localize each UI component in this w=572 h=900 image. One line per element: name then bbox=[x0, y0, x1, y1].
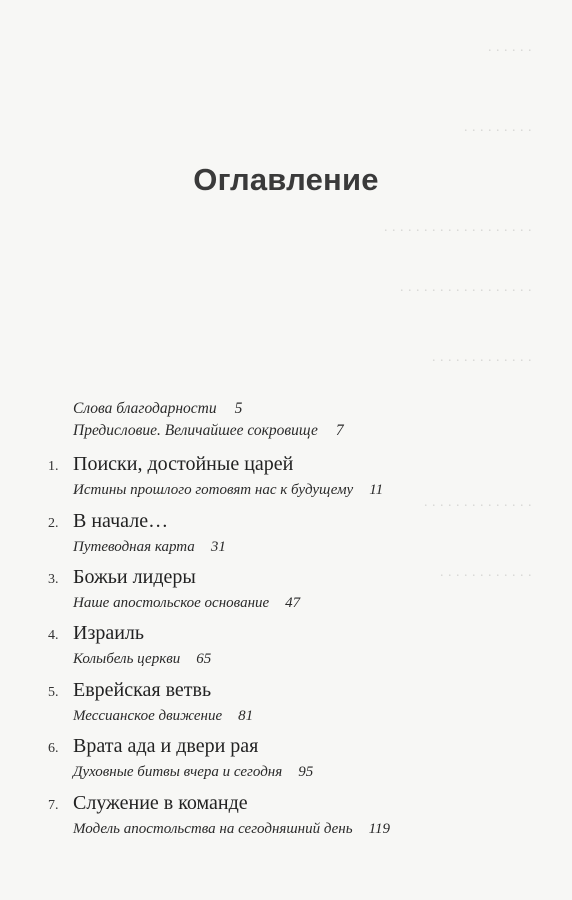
chapter-subtitle: Путеводная карта bbox=[73, 539, 195, 555]
front-item-page: 7 bbox=[335, 422, 344, 439]
chapter-subtitle: Истины прошлого готовят нас к будущему bbox=[73, 482, 354, 498]
toc-chapter[interactable] bbox=[48, 566, 548, 612]
toc-chapter[interactable] bbox=[48, 679, 548, 725]
chapter-number: 7. bbox=[48, 798, 59, 813]
chapter-subtitle: Духовные битвы вчера и сегодня bbox=[73, 764, 283, 780]
chapter-title: Еврейская ветвь bbox=[73, 679, 212, 701]
toc-chapter[interactable] bbox=[48, 453, 548, 499]
show-through-text: . . . . . . . . . . . . bbox=[440, 565, 532, 580]
chapter-title: Израиль bbox=[73, 622, 145, 644]
chapter-title: Врата ада и двери рая bbox=[73, 735, 259, 757]
chapter-page: 47 bbox=[285, 595, 301, 611]
chapter-title: Служение в команде bbox=[73, 792, 248, 814]
chapter-subtitle: Наше апостольское основание bbox=[73, 595, 270, 611]
chapter-number: 2. bbox=[48, 516, 59, 531]
chapter-page: 95 bbox=[298, 764, 314, 780]
chapter-page: 65 bbox=[196, 651, 212, 667]
chapter-page: 11 bbox=[369, 482, 384, 498]
front-item-title: Предисловие. Величайшее сокровище bbox=[73, 422, 318, 439]
front-item-page: 5 bbox=[234, 400, 243, 417]
toc-front-item[interactable] bbox=[73, 400, 242, 418]
chapter-number: 5. bbox=[48, 685, 59, 700]
toc-chapter[interactable] bbox=[48, 735, 548, 781]
chapter-page: 31 bbox=[210, 539, 226, 555]
chapter-title: В начале… bbox=[73, 510, 169, 532]
chapter-page: 81 bbox=[238, 708, 254, 724]
chapter-number: 4. bbox=[48, 628, 59, 643]
chapter-title: Божьи лидеры bbox=[73, 566, 196, 588]
chapter-subtitle: Модель апостольства на сегодняшний день bbox=[73, 821, 353, 837]
chapter-number: 1. bbox=[48, 459, 59, 474]
show-through-text: . . . . . . . . . . . . . . . . . bbox=[400, 280, 532, 295]
toc-front-item[interactable] bbox=[73, 422, 344, 440]
front-item-title: Слова благодарности bbox=[73, 400, 217, 417]
show-through-text: . . . . . . bbox=[488, 40, 532, 55]
chapter-title: Поиски, достойные царей bbox=[73, 453, 294, 475]
chapter-number: 6. bbox=[48, 741, 59, 756]
show-through-text: . . . . . . . . . . . . . . . . . . . bbox=[384, 220, 532, 235]
show-through-text: . . . . . . . . . . . . . bbox=[432, 350, 532, 365]
show-through-text: . . . . . . . . . . . . . . bbox=[424, 495, 532, 510]
toc-heading: Оглавление bbox=[193, 162, 379, 197]
toc-chapter[interactable] bbox=[48, 622, 548, 668]
chapter-subtitle: Мессианское движение bbox=[73, 708, 223, 724]
toc-chapter[interactable] bbox=[48, 792, 548, 838]
show-through-text: . . . . . . . . . bbox=[464, 120, 532, 135]
toc-chapter[interactable] bbox=[48, 510, 548, 556]
chapter-number: 3. bbox=[48, 572, 59, 587]
chapter-page: 119 bbox=[368, 821, 390, 837]
chapter-subtitle: Колыбель церкви bbox=[73, 651, 181, 667]
